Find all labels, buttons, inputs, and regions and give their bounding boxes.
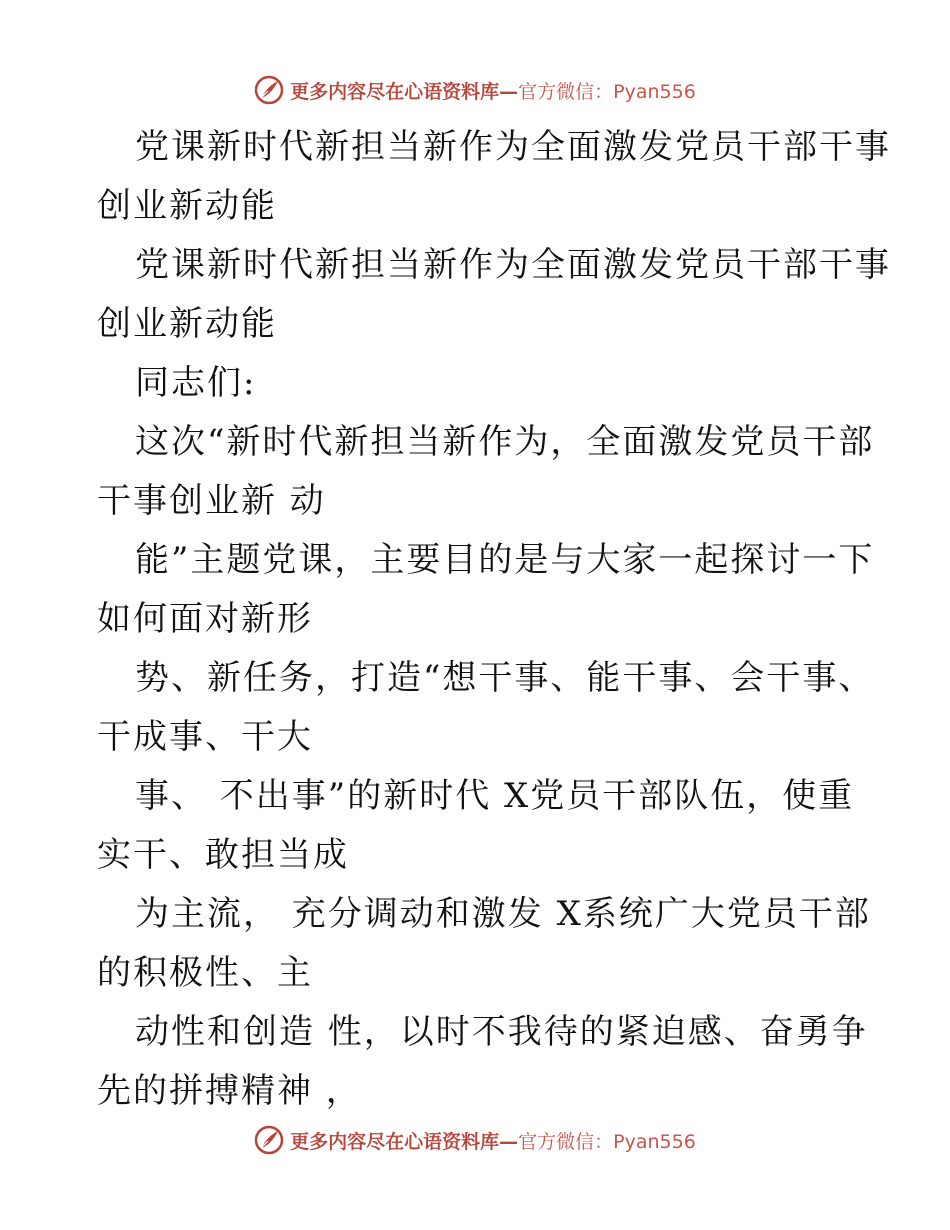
paragraph-line: 如何面对新形 (97, 599, 313, 639)
feather-pen-logo-icon (254, 1125, 284, 1155)
paragraph-line: 为主流， 充分调动和激发 X系统广大党员干部 (135, 894, 871, 934)
paragraph-line: 动性和创造 性，以时不我待的紧迫感、奋勇争 (135, 1012, 868, 1052)
paragraph-line: 事、 不出事”的新时代 X党员干部队伍，使重 (135, 776, 855, 816)
paragraph-line: 干成事、干大 (97, 717, 313, 757)
salutation: 同志们: (135, 363, 257, 403)
watermark-footer (0, 1120, 950, 1160)
title-repeat-line-2: 创业新动能 (97, 304, 277, 344)
paragraph-line: 干事创业新 动 (97, 481, 326, 521)
watermark-text: 更多内容尽在心语资料库—官方微信：Pyan556 (290, 80, 696, 103)
document-body (97, 118, 891, 1121)
title-line-2: 创业新动能 (97, 186, 277, 226)
paragraph-line: 这次“新时代新担当新作为，全面激发党员干部 (135, 422, 875, 462)
paragraph-line: 的积极性、主 (97, 953, 313, 993)
paragraph-line: 势、新任务，打造“想干事、能干事、会干事、 (135, 658, 875, 698)
title-repeat-line-1: 党课新时代新担当新作为全面激发党员干部干事 (135, 245, 891, 285)
title-line-1: 党课新时代新担当新作为全面激发党员干部干事 (135, 127, 891, 167)
paragraph-line: 实干、敢担当成 (97, 835, 349, 875)
watermark-header (0, 70, 950, 110)
paragraph-line: 先的拼搏精神 ， (97, 1071, 362, 1111)
paragraph-line: 能”主题党课，主要目的是与大家一起探讨一下 (135, 540, 875, 580)
watermark-text: 更多内容尽在心语资料库—官方微信：Pyan556 (290, 1130, 696, 1153)
feather-pen-logo-icon (254, 75, 284, 105)
